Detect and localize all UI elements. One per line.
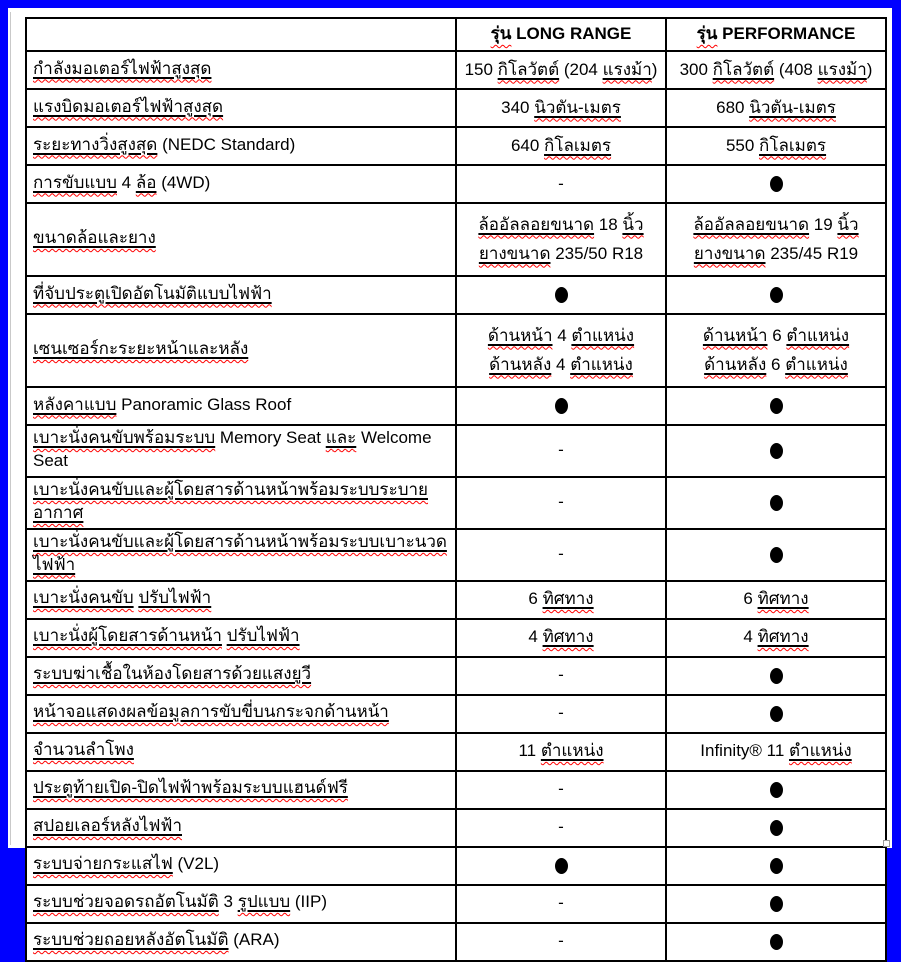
text-segment: (NEDC Standard) bbox=[157, 134, 296, 154]
cell-line bbox=[33, 58, 451, 81]
cell-line bbox=[460, 892, 662, 915]
text-segment: - bbox=[558, 492, 564, 512]
text-segment: 4 bbox=[528, 627, 543, 647]
long-range-value-cell bbox=[456, 477, 666, 529]
cell-line bbox=[33, 227, 451, 250]
cell-line bbox=[460, 214, 662, 237]
text-segment: 4 bbox=[116, 172, 136, 192]
misspelled-thai-text: ล้อ bbox=[135, 172, 157, 192]
long-range-value-cell bbox=[456, 581, 666, 619]
performance-value-cell bbox=[666, 581, 886, 619]
cell-line bbox=[670, 702, 882, 725]
misspelled-thai-text: ขนาดล้อและยาง bbox=[33, 228, 156, 248]
feature-label-cell bbox=[26, 127, 456, 165]
performance-value-cell bbox=[666, 771, 886, 809]
text-segment: 11 bbox=[518, 741, 541, 761]
cell-line bbox=[33, 394, 451, 417]
cell-line bbox=[460, 395, 662, 418]
cell-line bbox=[460, 439, 662, 462]
misspelled-thai-text: กิโลเมตร bbox=[544, 135, 612, 155]
cell-line bbox=[460, 543, 662, 566]
feature-label-cell bbox=[26, 885, 456, 923]
misspelled-thai-text: ตำแหน่ง bbox=[786, 325, 850, 345]
misspelled-thai-text: ตำแหน่ง bbox=[570, 354, 633, 374]
cell-line bbox=[670, 664, 882, 687]
long-range-value-cell bbox=[456, 695, 666, 733]
text-segment: Welcome Seat bbox=[33, 428, 432, 470]
feature-included-dot-icon bbox=[770, 287, 783, 303]
text-segment: 235/45 R19 bbox=[765, 243, 859, 263]
performance-value-cell bbox=[666, 276, 886, 314]
cell-line bbox=[33, 739, 451, 762]
cell-line bbox=[670, 892, 882, 915]
text-segment: - bbox=[558, 440, 564, 460]
misspelled-thai-text: กำลังมอเตอร์ไฟฟ้าสูงสุด bbox=[33, 58, 212, 78]
cell-line bbox=[33, 663, 451, 686]
cell-line bbox=[460, 778, 662, 801]
cell-line bbox=[670, 284, 882, 307]
table-row-wheel-and-tire-size bbox=[26, 203, 886, 276]
feature-label-cell bbox=[26, 529, 456, 581]
text-segment: (408 bbox=[774, 59, 818, 79]
misspelled-thai-text: ตำแหน่ง bbox=[540, 741, 604, 761]
misspelled-thai-text: ระบบจ่ายกระแสไฟ bbox=[33, 854, 173, 874]
misspelled-thai-text: รุ่น bbox=[490, 24, 512, 44]
document-sheet bbox=[8, 8, 892, 951]
performance-value-cell bbox=[666, 203, 886, 276]
cell-line bbox=[460, 284, 662, 307]
misspelled-thai-text: แรงม้า bbox=[817, 59, 867, 79]
misspelled-thai-text: ด้านหลัง bbox=[704, 354, 767, 374]
long-range-value-cell bbox=[456, 127, 666, 165]
performance-value-cell bbox=[666, 619, 886, 657]
text-segment: 3 bbox=[218, 892, 238, 912]
table-row-auto-reverse-ara bbox=[26, 923, 886, 961]
performance-value-cell bbox=[666, 657, 886, 695]
cell-line bbox=[670, 626, 882, 649]
text-segment: Panoramic Glass Roof bbox=[116, 394, 292, 414]
text-segment: - bbox=[558, 703, 564, 723]
text-segment: - bbox=[558, 817, 564, 837]
performance-value-cell bbox=[666, 89, 886, 127]
cell-line bbox=[460, 664, 662, 687]
table-resize-handle[interactable] bbox=[883, 840, 890, 847]
feature-included-dot-icon bbox=[770, 547, 783, 563]
table-row-passenger-seat-power-adjust bbox=[26, 619, 886, 657]
feature-included-dot-icon bbox=[770, 934, 783, 950]
misspelled-thai-text: ตำแหน่ง bbox=[571, 325, 635, 345]
table-row-power-rear-spoiler bbox=[26, 809, 886, 847]
misspelled-thai-text: นิ้ว bbox=[837, 214, 859, 234]
misspelled-thai-text: ด้านหน้า bbox=[702, 325, 768, 345]
cell-line bbox=[670, 354, 882, 377]
cell-line bbox=[460, 243, 662, 266]
cell-line bbox=[670, 325, 882, 348]
performance-value-cell bbox=[666, 885, 886, 923]
feature-label-cell bbox=[26, 657, 456, 695]
misspelled-thai-text: ยางขนาด bbox=[478, 243, 551, 263]
misspelled-thai-text: ที่จับประตูเปิดอัตโนมัติแบบไฟฟ้า bbox=[33, 283, 272, 303]
feature-label-cell bbox=[26, 165, 456, 203]
text-segment: ) bbox=[866, 59, 873, 79]
feature-label-cell bbox=[26, 923, 456, 961]
feature-label-cell bbox=[26, 581, 456, 619]
cell-line bbox=[460, 588, 662, 611]
misspelled-thai-text: ระยะทางวิ่งสูงสุด bbox=[33, 134, 158, 154]
performance-value-cell bbox=[666, 51, 886, 89]
feature-included-dot-icon bbox=[555, 398, 568, 414]
cell-line bbox=[33, 134, 451, 157]
text-segment: (4WD) bbox=[156, 172, 211, 192]
cell-line bbox=[670, 491, 882, 514]
misspelled-thai-text: ประตูท้ายเปิด-ปิดไฟฟ้าพร้อมระบบแฮนด์ฟรี bbox=[33, 778, 348, 798]
text-segment: LONG RANGE bbox=[511, 24, 632, 44]
cell-line bbox=[460, 97, 662, 120]
performance-value-cell bbox=[666, 165, 886, 203]
text-segment: Infinity® 11 bbox=[700, 741, 790, 761]
text-segment: 150 bbox=[464, 59, 498, 79]
feature-label-cell bbox=[26, 847, 456, 885]
table-row-max-range-nedc bbox=[26, 127, 886, 165]
table-row-max-motor-torque bbox=[26, 89, 886, 127]
misspelled-thai-text: ด้านหลัง bbox=[489, 354, 552, 374]
long-range-value-cell bbox=[456, 276, 666, 314]
cell-line bbox=[460, 491, 662, 514]
misspelled-thai-text: ทิศทาง bbox=[757, 589, 809, 609]
misspelled-thai-text: กิโลเมตร bbox=[759, 135, 827, 155]
table-row-head-up-display bbox=[26, 695, 886, 733]
misspelled-thai-text: ตำแหน่ง bbox=[785, 354, 848, 374]
cell-line bbox=[33, 625, 451, 648]
cell-line bbox=[670, 930, 882, 953]
misspelled-thai-text: การขับแบบ bbox=[33, 172, 117, 192]
table-row-ventilated-front-seats bbox=[26, 477, 886, 529]
text-segment: 18 bbox=[594, 214, 623, 234]
long-range-value-cell bbox=[456, 885, 666, 923]
long-range-value-cell bbox=[456, 733, 666, 771]
text-segment: 4 bbox=[551, 354, 571, 374]
long-range-value-cell bbox=[456, 809, 666, 847]
misspelled-thai-text: รูปแบบ bbox=[237, 892, 291, 912]
cell-line bbox=[33, 777, 451, 800]
misspelled-thai-text: ปรับไฟฟ้า bbox=[138, 588, 212, 608]
misspelled-thai-text: และ bbox=[325, 428, 357, 447]
text-segment: 6 bbox=[767, 325, 787, 345]
text-segment: (IIP) bbox=[290, 892, 327, 912]
performance-value-cell bbox=[666, 314, 886, 387]
cell-line bbox=[33, 427, 451, 473]
long-range-value-cell bbox=[456, 51, 666, 89]
misspelled-thai-text: เบาะนั่งคนขับและผู้โดยสารด้านหน้าพร้อมระบบเบาะนวดไฟฟ้า bbox=[33, 531, 447, 574]
long-range-value-cell bbox=[456, 314, 666, 387]
misspelled-thai-text: ทิศทาง bbox=[757, 627, 809, 647]
misspelled-thai-text: นิวตัน-เมตร bbox=[534, 97, 621, 117]
feature-label-cell bbox=[26, 619, 456, 657]
feature-label-cell bbox=[26, 314, 456, 387]
text-segment: 6 bbox=[743, 589, 758, 609]
misspelled-thai-text: ระบบช่วยจอดรถอัตโนมัติ bbox=[33, 892, 219, 912]
feature-included-dot-icon bbox=[770, 176, 783, 192]
cell-line bbox=[460, 173, 662, 196]
performance-value-cell bbox=[666, 529, 886, 581]
text-segment: ) bbox=[651, 59, 658, 79]
feature-label-cell bbox=[26, 89, 456, 127]
feature-label-cell bbox=[26, 425, 456, 477]
misspelled-thai-text: ทิศทาง bbox=[542, 589, 594, 609]
cell-line bbox=[670, 543, 882, 566]
cell-line bbox=[460, 59, 662, 82]
long-range-value-cell bbox=[456, 923, 666, 961]
misspelled-thai-text: แรงม้า bbox=[602, 59, 652, 79]
table-row-massage-front-seats bbox=[26, 529, 886, 581]
feature-column-header bbox=[26, 18, 456, 51]
spec-table-body bbox=[26, 51, 886, 961]
cell-line bbox=[457, 23, 665, 46]
performance-value-cell bbox=[666, 847, 886, 885]
table-header-row bbox=[26, 18, 886, 51]
feature-included-dot-icon bbox=[770, 443, 783, 459]
cell-line bbox=[670, 59, 882, 82]
feature-included-dot-icon bbox=[555, 858, 568, 874]
cell-line bbox=[33, 701, 451, 724]
feature-label-cell bbox=[26, 771, 456, 809]
cell-line bbox=[460, 816, 662, 839]
cell-line bbox=[670, 173, 882, 196]
text-segment: (V2L) bbox=[172, 854, 220, 874]
misspelled-thai-text: กิโลวัตต์ bbox=[712, 59, 775, 79]
performance-value-cell bbox=[666, 127, 886, 165]
feature-label-cell bbox=[26, 387, 456, 425]
misspelled-thai-text: เบาะนั่งผู้โดยสารด้านหน้า bbox=[33, 626, 222, 646]
text-segment: 550 bbox=[725, 135, 760, 155]
text-segment: 6 bbox=[766, 354, 786, 374]
misspelled-thai-text: เบาะนั่งคนขับ bbox=[33, 588, 134, 608]
misspelled-thai-text: แรงบิดมอเตอร์ไฟฟ้าสูงสุด bbox=[33, 96, 224, 116]
long-range-value-cell bbox=[456, 847, 666, 885]
long-range-value-cell bbox=[456, 619, 666, 657]
cell-line bbox=[670, 395, 882, 418]
feature-included-dot-icon bbox=[770, 820, 783, 836]
misspelled-thai-text: ด้านหน้า bbox=[487, 325, 553, 345]
text-segment: 680 bbox=[716, 97, 750, 117]
text-segment: - bbox=[558, 173, 564, 193]
feature-label-cell bbox=[26, 477, 456, 529]
misspelled-thai-text: เบาะนั่งคนขับพร้อมระบบ bbox=[33, 428, 216, 447]
cell-line bbox=[460, 626, 662, 649]
misspelled-thai-text: ปรับไฟฟ้า bbox=[226, 626, 300, 646]
table-row-max-motor-power bbox=[26, 51, 886, 89]
feature-label-cell bbox=[26, 733, 456, 771]
misspelled-thai-text: หลังคาแบบ bbox=[33, 394, 117, 414]
feature-label-cell bbox=[26, 276, 456, 314]
cell-line bbox=[460, 930, 662, 953]
cell-line bbox=[670, 439, 882, 462]
cell-line bbox=[670, 778, 882, 801]
misspelled-thai-text: นิ้ว bbox=[622, 214, 644, 234]
long-range-value-cell bbox=[456, 657, 666, 695]
cell-line bbox=[667, 23, 885, 46]
long-range-value-cell bbox=[456, 771, 666, 809]
feature-included-dot-icon bbox=[770, 896, 783, 912]
misspelled-thai-text: จำนวนลำโพง bbox=[33, 740, 134, 760]
misspelled-thai-text: กิโลวัตต์ bbox=[497, 59, 560, 79]
feature-label-cell bbox=[26, 51, 456, 89]
spec-comparison-table bbox=[25, 17, 887, 962]
cell-line bbox=[33, 283, 451, 306]
performance-value-cell bbox=[666, 425, 886, 477]
cell-line bbox=[33, 338, 451, 361]
cell-line bbox=[670, 214, 882, 237]
performance-value-cell bbox=[666, 733, 886, 771]
cell-line bbox=[33, 531, 451, 577]
performance-value-cell bbox=[666, 809, 886, 847]
performance-value-cell bbox=[666, 477, 886, 529]
long-range-value-cell bbox=[456, 425, 666, 477]
table-row-uv-cabin-sterilization bbox=[26, 657, 886, 695]
misspelled-thai-text: ล้ออัลลอยขนาด bbox=[478, 214, 595, 234]
cell-line bbox=[33, 929, 451, 952]
misspelled-thai-text: ระบบช่วยถอยหลังอัตโนมัติ bbox=[33, 930, 229, 950]
long-range-value-cell bbox=[456, 529, 666, 581]
text-segment: (204 bbox=[559, 59, 603, 79]
text-segment: PERFORMANCE bbox=[717, 24, 856, 44]
text-segment: 6 bbox=[528, 589, 543, 609]
page-margin-line bbox=[10, 12, 11, 845]
feature-label-cell bbox=[26, 809, 456, 847]
text-segment: (ARA) bbox=[228, 930, 280, 950]
cell-line bbox=[670, 135, 882, 158]
misspelled-thai-text: เบาะนั่งคนขับและผู้โดยสารด้านหน้าพร้อมระบบระบายอากาศ bbox=[33, 479, 428, 522]
performance-value-cell bbox=[666, 387, 886, 425]
feature-included-dot-icon bbox=[770, 706, 783, 722]
cell-line bbox=[33, 587, 451, 610]
cell-line bbox=[33, 891, 451, 914]
text-segment: - bbox=[558, 931, 564, 951]
text-segment: 19 bbox=[809, 214, 838, 234]
feature-label-cell bbox=[26, 203, 456, 276]
misspelled-thai-text: สปอยเลอร์หลังไฟฟ้า bbox=[33, 816, 182, 836]
text-segment: 640 bbox=[510, 135, 545, 155]
misspelled-thai-text: ยางขนาด bbox=[693, 243, 766, 263]
long-range-value-cell bbox=[456, 89, 666, 127]
cell-line bbox=[670, 588, 882, 611]
performance-value-cell bbox=[666, 695, 886, 733]
cell-line bbox=[33, 479, 451, 525]
cell-line bbox=[33, 853, 451, 876]
table-row-auto-door-handles bbox=[26, 276, 886, 314]
text-segment: Memory Seat bbox=[215, 428, 326, 447]
cell-line bbox=[670, 243, 882, 266]
performance-column-header bbox=[666, 18, 886, 51]
feature-label-cell bbox=[26, 695, 456, 733]
table-row-v2l-power-supply bbox=[26, 847, 886, 885]
feature-included-dot-icon bbox=[770, 782, 783, 798]
text-segment: - bbox=[558, 893, 564, 913]
long-range-value-cell bbox=[456, 387, 666, 425]
long-range-column-header bbox=[456, 18, 666, 51]
text-segment: 235/50 R18 bbox=[550, 243, 644, 263]
table-row-auto-parking-iip bbox=[26, 885, 886, 923]
feature-included-dot-icon bbox=[770, 398, 783, 414]
cell-line bbox=[460, 740, 662, 763]
table-row-hands-free-power-tailgate bbox=[26, 771, 886, 809]
table-row-speaker-count bbox=[26, 733, 886, 771]
performance-value-cell bbox=[666, 923, 886, 961]
long-range-value-cell bbox=[456, 165, 666, 203]
misspelled-thai-text: ระบบฆ่าเชื้อในห้องโดยสารด้วยแสงยูวี bbox=[33, 664, 312, 684]
table-row-memory-welcome-seat bbox=[26, 425, 886, 477]
cell-line bbox=[460, 354, 662, 377]
misspelled-thai-text: หน้าจอแสดงผลข้อมูลการขับขี่บนกระจกด้านหน้า bbox=[33, 702, 389, 722]
table-row-driver-seat-power-adjust bbox=[26, 581, 886, 619]
text-segment: 4 bbox=[552, 325, 572, 345]
feature-included-dot-icon bbox=[770, 668, 783, 684]
text-segment: - bbox=[558, 544, 564, 564]
text-segment: - bbox=[558, 779, 564, 799]
text-segment: 4 bbox=[743, 627, 758, 647]
feature-included-dot-icon bbox=[770, 495, 783, 511]
cell-line bbox=[460, 702, 662, 725]
feature-included-dot-icon bbox=[770, 858, 783, 874]
cell-line bbox=[33, 815, 451, 838]
misspelled-thai-text: รุ่น bbox=[696, 24, 718, 44]
table-row-parking-sensors bbox=[26, 314, 886, 387]
cell-line bbox=[670, 740, 882, 763]
text-segment: - bbox=[558, 665, 564, 685]
text-segment: 340 bbox=[501, 97, 535, 117]
long-range-value-cell bbox=[456, 203, 666, 276]
cell-line bbox=[33, 96, 451, 119]
misspelled-thai-text: ทิศทาง bbox=[542, 627, 594, 647]
misspelled-thai-text: ล้ออัลลอยขนาด bbox=[693, 214, 810, 234]
table-row-awd-4wd bbox=[26, 165, 886, 203]
cell-line bbox=[670, 97, 882, 120]
cell-line bbox=[33, 172, 451, 195]
misspelled-thai-text: นิวตัน-เมตร bbox=[749, 97, 836, 117]
misspelled-thai-text: เซนเซอร์กะระยะหน้าและหลัง bbox=[33, 339, 249, 359]
cell-line bbox=[460, 135, 662, 158]
text-segment: 300 bbox=[679, 59, 713, 79]
feature-included-dot-icon bbox=[555, 287, 568, 303]
table-row-panoramic-glass-roof bbox=[26, 387, 886, 425]
cell-line bbox=[670, 816, 882, 839]
misspelled-thai-text: ตำแหน่ง bbox=[789, 741, 852, 761]
cell-line bbox=[460, 325, 662, 348]
